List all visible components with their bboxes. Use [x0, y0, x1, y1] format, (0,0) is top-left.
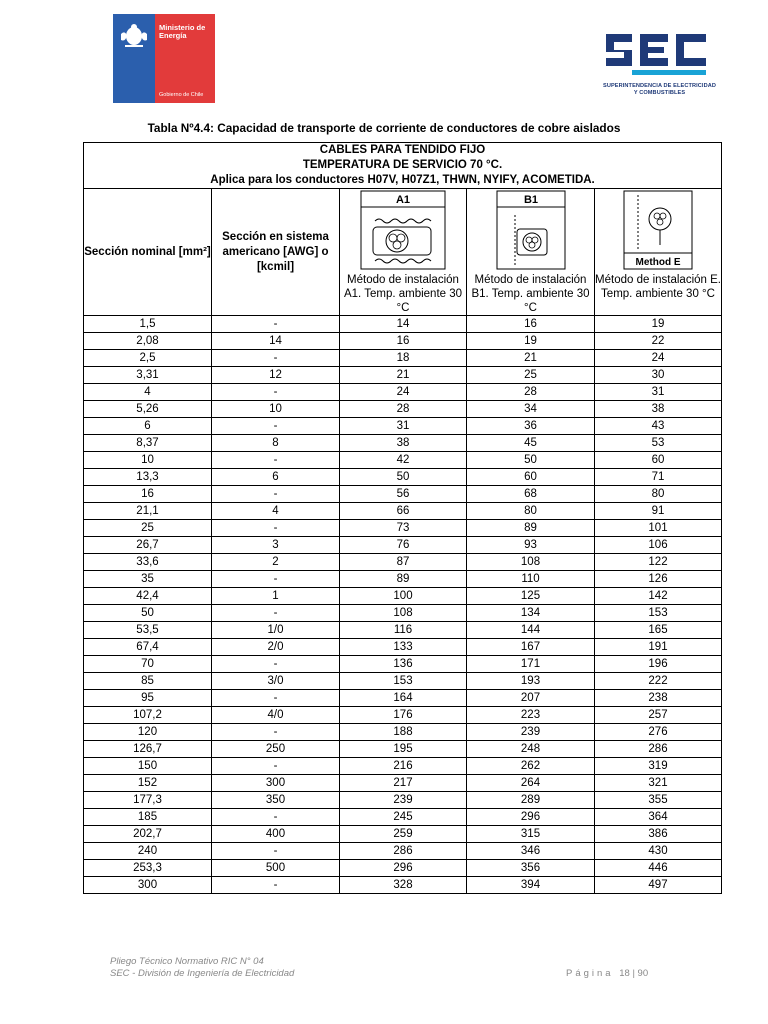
method-e-text: Método de instalación E. Temp. ambiente 30 °C — [595, 274, 721, 300]
ministerio-line1: Ministerio de — [159, 23, 206, 32]
cell-seccion-nominal: 152 — [84, 775, 212, 792]
cell-e-value: 53 — [595, 435, 722, 452]
cell-seccion-nominal: 53,5 — [84, 622, 212, 639]
cell-seccion-awg: 3/0 — [212, 673, 340, 690]
cell-a1-value: 24 — [340, 384, 467, 401]
sec-letters — [602, 26, 717, 82]
cell-b1-value: 50 — [467, 452, 595, 469]
cell-seccion-nominal: 107,2 — [84, 707, 212, 724]
cell-b1-value: 248 — [467, 741, 595, 758]
cell-e-value: 153 — [595, 605, 722, 622]
cell-a1-value: 133 — [340, 639, 467, 656]
table-row — [84, 724, 722, 741]
cell-b1-value: 80 — [467, 503, 595, 520]
method-b1-diagram-icon — [493, 189, 569, 271]
cell-seccion-awg: - — [212, 571, 340, 588]
cell-seccion-nominal: 10 — [84, 452, 212, 469]
header-seccion-nominal: Sección nominal [mm²] — [84, 189, 212, 316]
ministerio-title — [159, 24, 205, 40]
method-e-diagram-icon — [620, 189, 696, 271]
table-row — [84, 792, 722, 809]
method-e-label: Method E — [635, 257, 681, 268]
cell-seccion-nominal: 13,3 — [84, 469, 212, 486]
table-row — [84, 809, 722, 826]
cell-b1-value: 315 — [467, 826, 595, 843]
cell-a1-value: 56 — [340, 486, 467, 503]
cell-seccion-nominal: 70 — [84, 656, 212, 673]
table-row — [84, 707, 722, 724]
cell-e-value: 497 — [595, 877, 722, 894]
cell-seccion-awg: 6 — [212, 469, 340, 486]
cell-b1-value: 36 — [467, 418, 595, 435]
cell-b1-value: 28 — [467, 384, 595, 401]
cell-e-value: 101 — [595, 520, 722, 537]
cell-b1-value: 346 — [467, 843, 595, 860]
table-row — [84, 367, 722, 384]
cell-e-value: 222 — [595, 673, 722, 690]
cell-e-value: 43 — [595, 418, 722, 435]
cell-seccion-nominal: 2,5 — [84, 350, 212, 367]
cell-e-value: 19 — [595, 316, 722, 333]
cell-seccion-awg: 250 — [212, 741, 340, 758]
cell-seccion-awg: - — [212, 316, 340, 333]
cell-a1-value: 31 — [340, 418, 467, 435]
cell-e-value: 355 — [595, 792, 722, 809]
cell-b1-value: 193 — [467, 673, 595, 690]
method-a1-label: A1 — [395, 194, 411, 206]
table-row — [84, 775, 722, 792]
sec-subtitle — [602, 83, 717, 96]
cell-a1-value: 18 — [340, 350, 467, 367]
cell-e-value: 430 — [595, 843, 722, 860]
cell-seccion-nominal: 3,31 — [84, 367, 212, 384]
method-a1-text: Método de instalación A1. Temp. ambiente 30 °C — [343, 274, 463, 314]
cell-a1-value: 164 — [340, 690, 467, 707]
cell-seccion-awg: 14 — [212, 333, 340, 350]
cell-a1-value: 259 — [340, 826, 467, 843]
header-method-a1 — [340, 189, 467, 316]
cell-b1-value: 16 — [467, 316, 595, 333]
cell-b1-value: 394 — [467, 877, 595, 894]
cell-a1-value: 195 — [340, 741, 467, 758]
cell-b1-value: 93 — [467, 537, 595, 554]
cell-b1-value: 171 — [467, 656, 595, 673]
cell-seccion-awg: 10 — [212, 401, 340, 418]
table-row — [84, 418, 722, 435]
cell-seccion-awg: - — [212, 605, 340, 622]
table-row — [84, 503, 722, 520]
cell-seccion-nominal: 202,7 — [84, 826, 212, 843]
cell-b1-value: 264 — [467, 775, 595, 792]
cell-seccion-awg: 400 — [212, 826, 340, 843]
cell-e-value: 286 — [595, 741, 722, 758]
cell-seccion-nominal: 21,1 — [84, 503, 212, 520]
cell-a1-value: 21 — [340, 367, 467, 384]
table-row — [84, 673, 722, 690]
cell-seccion-awg: 4 — [212, 503, 340, 520]
cell-b1-value: 356 — [467, 860, 595, 877]
cell-seccion-awg: - — [212, 350, 340, 367]
table-row — [84, 690, 722, 707]
cell-seccion-nominal: 5,26 — [84, 401, 212, 418]
cell-a1-value: 42 — [340, 452, 467, 469]
cell-b1-value: 223 — [467, 707, 595, 724]
cell-seccion-nominal: 35 — [84, 571, 212, 588]
caption-row — [84, 143, 722, 189]
table-row — [84, 877, 722, 894]
ministerio-line2: Energía — [159, 31, 187, 40]
table-row — [84, 316, 722, 333]
cell-seccion-nominal: 26,7 — [84, 537, 212, 554]
cell-seccion-nominal: 25 — [84, 520, 212, 537]
cell-e-value: 238 — [595, 690, 722, 707]
cell-seccion-awg: - — [212, 843, 340, 860]
cell-a1-value: 217 — [340, 775, 467, 792]
cell-seccion-nominal: 42,4 — [84, 588, 212, 605]
cell-e-value: 446 — [595, 860, 722, 877]
table-row — [84, 571, 722, 588]
cell-seccion-awg: 500 — [212, 860, 340, 877]
footer-line2: SEC - División de Ingeniería de Electricidad — [110, 968, 295, 979]
cell-seccion-nominal: 126,7 — [84, 741, 212, 758]
cell-a1-value: 100 — [340, 588, 467, 605]
cell-seccion-awg: 2 — [212, 554, 340, 571]
cell-e-value: 122 — [595, 554, 722, 571]
cell-e-value: 196 — [595, 656, 722, 673]
cell-e-value: 276 — [595, 724, 722, 741]
table-row — [84, 588, 722, 605]
cell-e-value: 321 — [595, 775, 722, 792]
cell-b1-value: 134 — [467, 605, 595, 622]
capacity-table — [83, 142, 722, 894]
cell-e-value: 364 — [595, 809, 722, 826]
cell-a1-value: 216 — [340, 758, 467, 775]
cell-b1-value: 34 — [467, 401, 595, 418]
cell-a1-value: 245 — [340, 809, 467, 826]
cell-seccion-awg: 8 — [212, 435, 340, 452]
method-a1-diagram-icon — [355, 189, 451, 271]
table-row — [84, 605, 722, 622]
cell-seccion-nominal: 50 — [84, 605, 212, 622]
cell-b1-value: 125 — [467, 588, 595, 605]
footer-line1: Pliego Técnico Normativo RIC N° 04 — [110, 956, 264, 967]
cell-a1-value: 153 — [340, 673, 467, 690]
cell-a1-value: 239 — [340, 792, 467, 809]
cell-b1-value: 110 — [467, 571, 595, 588]
cell-seccion-nominal: 253,3 — [84, 860, 212, 877]
header-row — [84, 189, 722, 316]
cell-b1-value: 25 — [467, 367, 595, 384]
logo-red-panel — [155, 14, 215, 103]
cell-seccion-nominal: 150 — [84, 758, 212, 775]
method-b1-text: Método de instalación B1. Temp. ambiente 30 °C — [471, 274, 590, 314]
cell-a1-value: 108 — [340, 605, 467, 622]
cell-e-value: 80 — [595, 486, 722, 503]
cell-e-value: 191 — [595, 639, 722, 656]
cell-a1-value: 38 — [340, 435, 467, 452]
cell-b1-value: 19 — [467, 333, 595, 350]
cell-seccion-awg: - — [212, 452, 340, 469]
table-row — [84, 656, 722, 673]
cell-seccion-awg: - — [212, 520, 340, 537]
cell-b1-value: 89 — [467, 520, 595, 537]
cell-seccion-awg: - — [212, 877, 340, 894]
table-row — [84, 639, 722, 656]
cell-b1-value: 108 — [467, 554, 595, 571]
cell-e-value: 30 — [595, 367, 722, 384]
sec-logo — [602, 26, 717, 102]
cell-b1-value: 68 — [467, 486, 595, 503]
cell-seccion-nominal: 85 — [84, 673, 212, 690]
cell-seccion-awg: - — [212, 656, 340, 673]
cell-seccion-nominal: 16 — [84, 486, 212, 503]
table-row — [84, 384, 722, 401]
table-row — [84, 741, 722, 758]
cell-seccion-nominal: 6 — [84, 418, 212, 435]
cell-e-value: 257 — [595, 707, 722, 724]
table-row — [84, 452, 722, 469]
cell-seccion-nominal: 300 — [84, 877, 212, 894]
header-method-b1 — [467, 189, 595, 316]
cell-e-value: 22 — [595, 333, 722, 350]
footer-left — [110, 956, 294, 980]
cell-a1-value: 136 — [340, 656, 467, 673]
cell-a1-value: 286 — [340, 843, 467, 860]
cell-seccion-awg: - — [212, 384, 340, 401]
logo-blue-panel — [113, 14, 155, 103]
cell-seccion-awg: 3 — [212, 537, 340, 554]
cell-a1-value: 28 — [340, 401, 467, 418]
sec-subtitle-line1: SUPERINTENDENCIA DE ELECTRICIDAD — [602, 83, 716, 89]
cell-seccion-nominal: 8,37 — [84, 435, 212, 452]
cell-a1-value: 73 — [340, 520, 467, 537]
cell-b1-value: 144 — [467, 622, 595, 639]
table-row — [84, 537, 722, 554]
cell-a1-value: 89 — [340, 571, 467, 588]
cell-seccion-nominal: 95 — [84, 690, 212, 707]
table-title: Tabla Nº4.4: Capacidad de transporte de corriente de conductores de cobre aislados — [147, 121, 621, 135]
cell-b1-value: 21 — [467, 350, 595, 367]
cell-seccion-nominal: 185 — [84, 809, 212, 826]
cell-e-value: 165 — [595, 622, 722, 639]
cell-b1-value: 239 — [467, 724, 595, 741]
cell-a1-value: 296 — [340, 860, 467, 877]
cell-b1-value: 262 — [467, 758, 595, 775]
cell-e-value: 24 — [595, 350, 722, 367]
table-row — [84, 860, 722, 877]
cell-seccion-nominal: 2,08 — [84, 333, 212, 350]
cell-a1-value: 188 — [340, 724, 467, 741]
caption-line3: Aplica para los conductores H07V, H07Z1, THWN, NYIFY, ACOMETIDA. — [210, 174, 595, 186]
cell-e-value: 60 — [595, 452, 722, 469]
table-row — [84, 622, 722, 639]
cell-seccion-awg: - — [212, 809, 340, 826]
table-row — [84, 469, 722, 486]
cell-seccion-awg: - — [212, 758, 340, 775]
cell-seccion-awg: - — [212, 690, 340, 707]
cell-e-value: 71 — [595, 469, 722, 486]
table-row — [84, 520, 722, 537]
cell-e-value: 106 — [595, 537, 722, 554]
cell-seccion-nominal: 33,6 — [84, 554, 212, 571]
cell-seccion-awg: - — [212, 724, 340, 741]
cell-a1-value: 87 — [340, 554, 467, 571]
table-caption — [84, 143, 722, 189]
table-row — [84, 758, 722, 775]
table-row — [84, 554, 722, 571]
cell-e-value: 91 — [595, 503, 722, 520]
table-row — [84, 826, 722, 843]
sec-letters-text: SEC — [602, 26, 605, 27]
table-row — [84, 843, 722, 860]
cell-seccion-nominal: 177,3 — [84, 792, 212, 809]
cell-e-value: 38 — [595, 401, 722, 418]
cell-seccion-awg: - — [212, 418, 340, 435]
cell-seccion-nominal: 67,4 — [84, 639, 212, 656]
ministerio-energia-logo — [113, 14, 215, 103]
header-method-e — [595, 189, 722, 316]
cell-seccion-awg: 12 — [212, 367, 340, 384]
table-row — [84, 401, 722, 418]
page-num: 18 | 90 — [619, 968, 649, 979]
cell-b1-value: 45 — [467, 435, 595, 452]
cell-seccion-awg: 2/0 — [212, 639, 340, 656]
header-seccion-awg: Sección en sistema americano [AWG] o [kcmil] — [212, 189, 340, 316]
cell-e-value: 126 — [595, 571, 722, 588]
chile-crest-icon — [119, 22, 149, 48]
cell-a1-value: 76 — [340, 537, 467, 554]
cell-seccion-awg: 1 — [212, 588, 340, 605]
cell-b1-value: 167 — [467, 639, 595, 656]
cell-seccion-nominal: 240 — [84, 843, 212, 860]
cell-e-value: 319 — [595, 758, 722, 775]
cell-seccion-awg: 300 — [212, 775, 340, 792]
page-number — [566, 968, 648, 979]
sec-subtitle-line2: Y COMBUSTIBLES — [633, 89, 686, 96]
cell-seccion-awg: 4/0 — [212, 707, 340, 724]
cell-a1-value: 16 — [340, 333, 467, 350]
cell-seccion-awg: 350 — [212, 792, 340, 809]
cell-seccion-nominal: 1,5 — [84, 316, 212, 333]
cell-a1-value: 50 — [340, 469, 467, 486]
cell-b1-value: 60 — [467, 469, 595, 486]
table-row — [84, 435, 722, 452]
cell-b1-value: 296 — [467, 809, 595, 826]
cell-a1-value: 66 — [340, 503, 467, 520]
gobierno-label: Gobierno de Chile — [159, 92, 204, 98]
page-label: Página — [566, 968, 614, 979]
cell-a1-value: 176 — [340, 707, 467, 724]
cell-e-value: 142 — [595, 588, 722, 605]
cell-seccion-nominal: 4 — [84, 384, 212, 401]
cell-e-value: 31 — [595, 384, 722, 401]
cell-seccion-awg: - — [212, 486, 340, 503]
table-row — [84, 350, 722, 367]
cell-a1-value: 14 — [340, 316, 467, 333]
table-row — [84, 486, 722, 503]
table-row — [84, 333, 722, 350]
cell-seccion-nominal: 120 — [84, 724, 212, 741]
cell-seccion-awg: 1/0 — [212, 622, 340, 639]
cell-a1-value: 116 — [340, 622, 467, 639]
method-b1-label: B1 — [523, 194, 538, 206]
cell-a1-value: 328 — [340, 877, 467, 894]
caption-line2: TEMPERATURA DE SERVICIO 70 °C. — [302, 159, 503, 171]
cell-e-value: 386 — [595, 826, 722, 843]
cell-b1-value: 289 — [467, 792, 595, 809]
cell-b1-value: 207 — [467, 690, 595, 707]
caption-line1: CABLES PARA TENDIDO FIJO — [319, 144, 486, 156]
